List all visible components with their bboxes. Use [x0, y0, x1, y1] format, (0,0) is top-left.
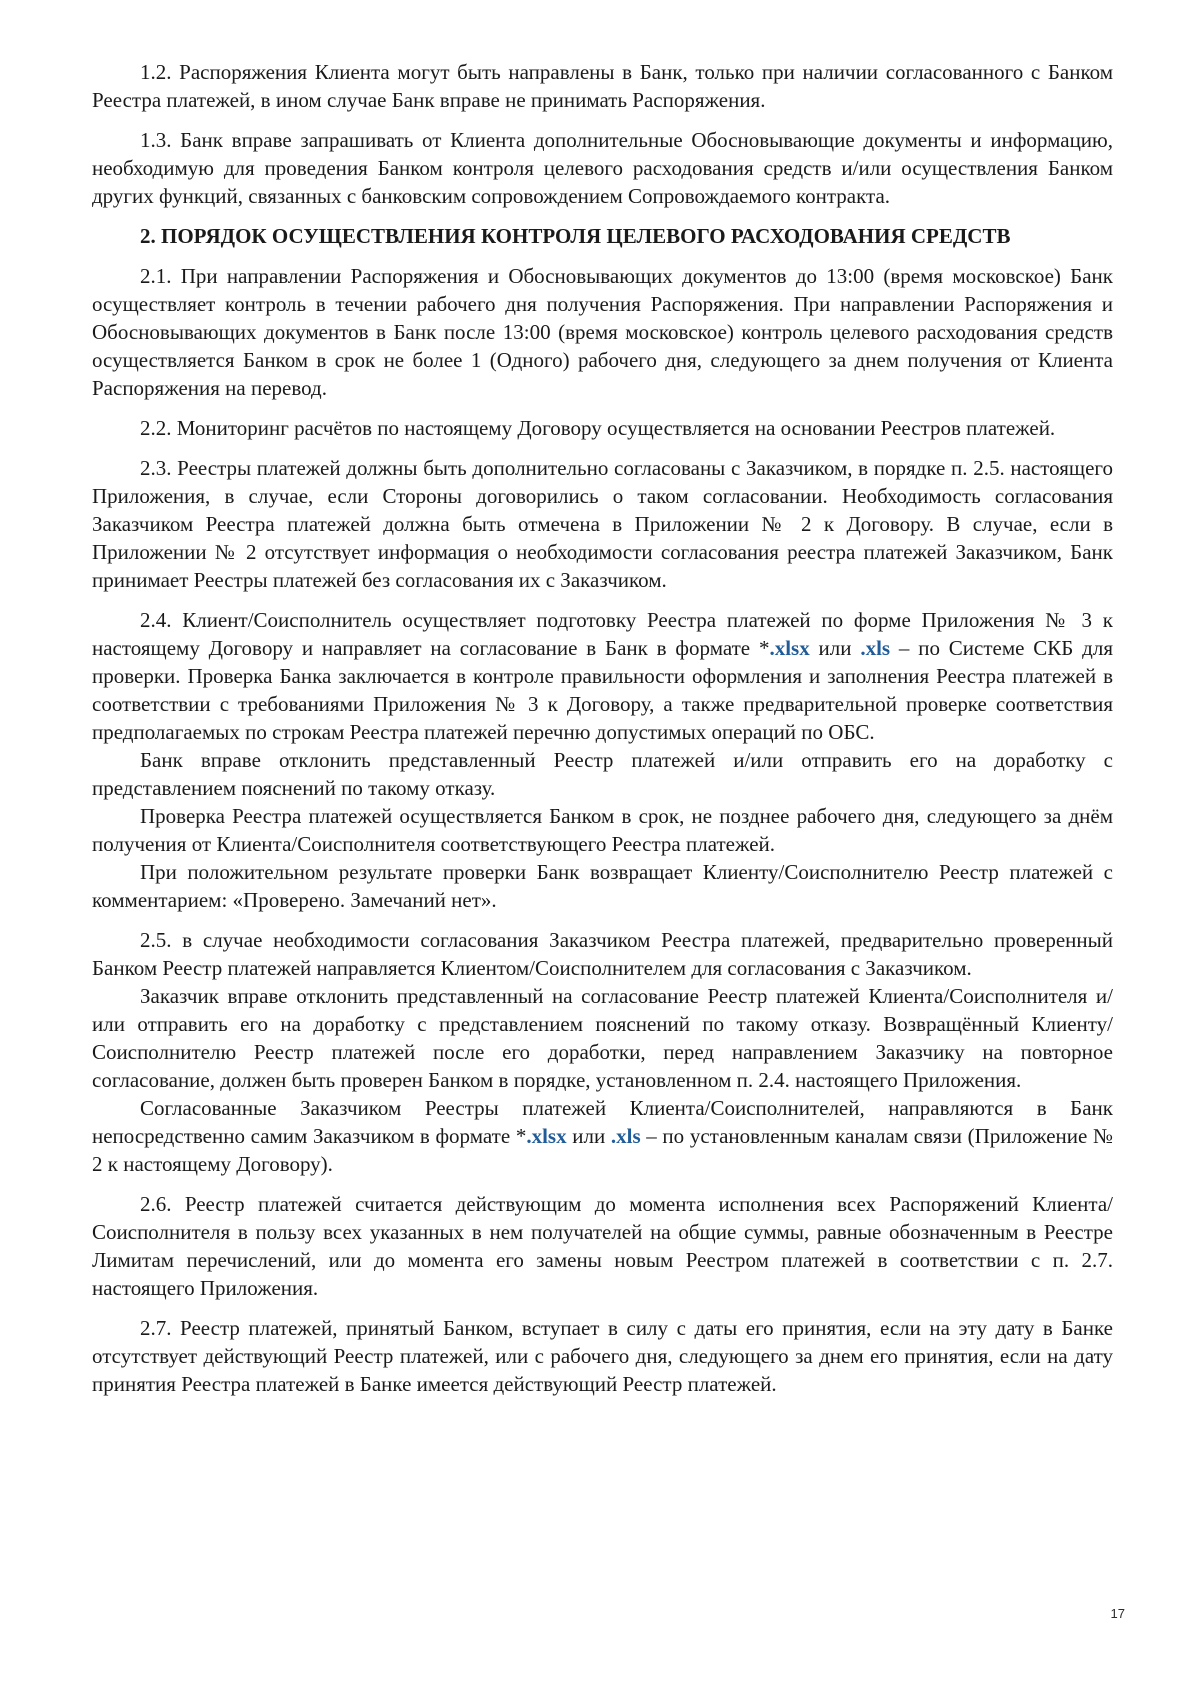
text-run: 1.3. Банк вправе запрашивать от Клиента дополнительные Обосновывающие документы и информацию, необходимую для проведения Банком контроля целевого расходования средств и/или осуществления Банком других функций, связанных с банковским сопровождением Сопровождаемого контракта.	[92, 128, 1113, 208]
file-format-accent-text: .xls	[860, 636, 891, 660]
paragraph-2-4	[92, 606, 1113, 746]
paragraph-2-4-cont-2	[92, 802, 1113, 858]
paragraph-2-5-cont-2	[92, 1094, 1113, 1178]
text-run: 2.2. Мониторинг расчётов по настоящему Договору осуществляется на основании Реестров платежей.	[140, 416, 1056, 440]
paragraph-1-2	[92, 58, 1113, 114]
text-run: или	[809, 636, 861, 660]
paragraph-2-2	[92, 414, 1113, 442]
text-run: 2.3. Реестры платежей должны быть дополнительно согласованы с Заказчиком, в порядке п. 2.5. настоящего Приложения, в случае, если Стороны договорились о таком согласовании. Необходимость согласования Заказчиком Реестра платежей должна быть отмечена в Приложении № 2 к Договору. В случае, если в Приложении № 2 отсутствует информация о необходимости согласования реестра платежей Заказчиком, Банк принимает Реестры платежей без согласования их с Заказчиком.	[92, 456, 1113, 592]
section-2-heading	[92, 222, 1113, 250]
page-number: 17	[1110, 1606, 1125, 1621]
text-run: Банк вправе отклонить представленный Реестр платежей и/или отправить его на доработку с представлением пояснений по такому отказу.	[92, 748, 1113, 800]
text-run: или	[566, 1124, 611, 1148]
paragraph-1-3	[92, 126, 1113, 210]
text-run: При положительном результате проверки Банк возвращает Клиенту/Соисполнителю Реестр платежей с комментарием: «Проверено. Замечаний нет».	[92, 860, 1113, 912]
text-run: – по Системе СКБ для проверки. Проверка Банка заключается в контроле правильности оформления и заполнения Реестра платежей в соответствии с требованиями Приложения № 3 к Договору, а также предварительной проверке соответствия предполагаемых по строкам Реестра платежей перечню допустимых операций по ОБС.	[92, 636, 1113, 744]
text-run: – по установленным каналам связи (Приложение № 2 к настоящему Договору).	[92, 1124, 1114, 1176]
file-format-accent-text: .xlsx	[526, 1124, 567, 1148]
text-run: 1.2. Распоряжения Клиента могут быть направлены в Банк, только при наличии согласованного с Банком Реестра платежей, в ином случае Банк вправе не принимать Распоряжения.	[92, 60, 1113, 112]
text-run: 2.7. Реестр платежей, принятый Банком, вступает в силу с даты его принятия, если на эту дату в Банке отсутствует действующий Реестр платежей, или с рабочего дня, следующего за днем его принятия, если на дату принятия Реестра платежей в Банке имеется действующий Реестр платежей.	[92, 1316, 1113, 1396]
paragraph-2-5	[92, 926, 1113, 982]
text-run: 2.6. Реестр платежей считается действующим до момента исполнения всех Распоряжений Клиента/Соисполнителя в пользу всех указанных в нем получателей на общие суммы, равные обозначенным в Реестре Лимитам перечислений, или до момента его замены новым Реестром платежей в соответствии с п. 2.7. настоящего Приложения.	[92, 1192, 1113, 1300]
file-format-accent-text: .xlsx	[769, 636, 810, 660]
text-run: Согласованные Заказчиком Реестры платежей Клиента/Соисполнителей, направляются в Банк непосредственно самим Заказчиком в формате *	[92, 1096, 1113, 1148]
text-run: 2. ПОРЯДОК ОСУЩЕСТВЛЕНИЯ КОНТРОЛЯ ЦЕЛЕВОГО РАСХОДОВАНИЯ СРЕДСТВ	[140, 224, 1011, 248]
paragraph-2-4-cont-1	[92, 746, 1113, 802]
text-run: Проверка Реестра платежей осуществляется Банком в срок, не позднее рабочего дня, следующего за днём получения от Клиента/Соисполнителя соответствующего Реестра платежей.	[92, 804, 1113, 856]
paragraph-2-1	[92, 262, 1113, 402]
paragraph-2-5-cont-1	[92, 982, 1113, 1094]
text-run: Заказчик вправе отклонить представленный на согласование Реестр платежей Клиента/Соисполнителя и/или отправить его на доработку с представлением пояснений по такому отказу. Возвращённый Клиенту/Соисполнителю Реестр платежей после его доработки, перед направлением Заказчику на повторное согласование, должен быть проверен Банком в порядке, установленном п. 2.4. настоящего Приложения.	[92, 984, 1113, 1092]
text-run: 2.5. в случае необходимости согласования Заказчиком Реестра платежей, предварительно проверенный Банком Реестр платежей направляется Клиентом/Соисполнителем для согласования с Заказчиком.	[92, 928, 1113, 980]
text-run: 2.4. Клиент/Соисполнитель осуществляет подготовку Реестра платежей по форме Приложения № 3 к настоящему Договору и направляет на согласование в Банк в формате *	[92, 608, 1113, 660]
paragraph-2-3	[92, 454, 1113, 594]
paragraph-2-4-cont-3	[92, 858, 1113, 914]
file-format-accent-text: .xls	[610, 1124, 641, 1148]
paragraph-2-6	[92, 1190, 1113, 1302]
text-run: 2.1. При направлении Распоряжения и Обосновывающих документов до 13:00 (время московское) Банк осуществляет контроль в течении рабочего дня получения Распоряжения. При направлении Распоряжения и Обосновывающих документов в Банк после 13:00 (время московское) контроль целевого расходования средств осуществляется Банком в срок не более 1 (Одного) рабочего дня, следующего за днем получения от Клиента Распоряжения на перевод.	[92, 264, 1113, 400]
paragraph-2-7	[92, 1314, 1113, 1398]
